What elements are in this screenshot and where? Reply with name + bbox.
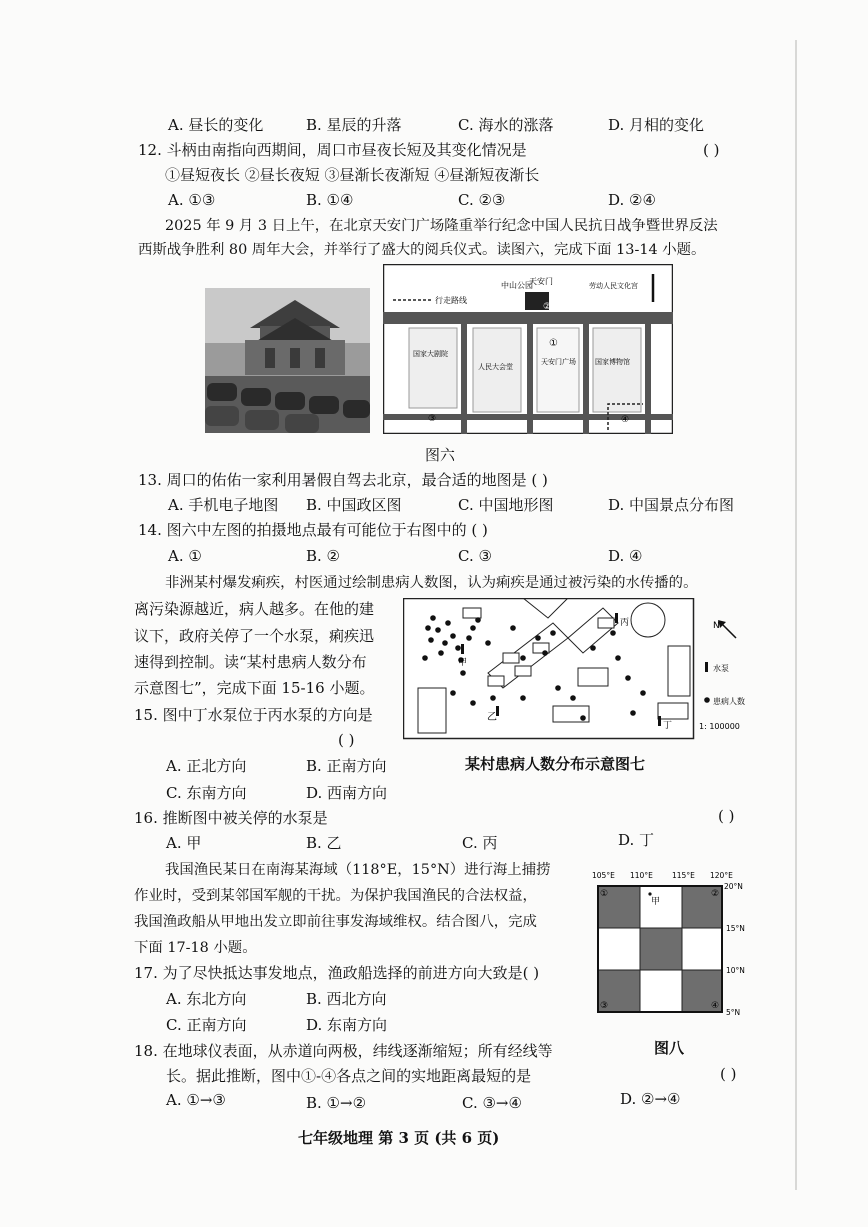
fig6-caption: 图六	[425, 446, 456, 464]
q14-stem: 14. 图六中左图的拍摄地点最有可能位于右图中的 ( )	[138, 521, 488, 539]
fig6-label-theater: 国家大剧院	[413, 350, 448, 358]
q15-bracket: ( )	[338, 731, 355, 749]
q11-option-c: C. 海水的涨落	[458, 116, 554, 134]
q13-option-d: D. 中国景点分布图	[608, 496, 735, 514]
point-jia-label: 甲	[651, 897, 661, 907]
para2-line1: 非洲某村爆发痢疾，村医通过绘制患病人数图，认为痢疾是通过被污染的水传播的。	[165, 575, 698, 591]
para2-line4: 速得到控制。读“某村患病人数分布	[134, 653, 367, 671]
q17-option-a: A. 东北方向	[166, 990, 247, 1008]
para3-line4: 下面 17-18 小题。	[134, 940, 257, 956]
fig7-north-arrow-label: N	[713, 621, 720, 631]
para3-line1: 我国渔民某日在南海某海域（118°E，15°N）进行海上捕捞	[165, 862, 551, 878]
q11-option-b: B. 星辰的升落	[306, 116, 402, 134]
fig6-label-zhongshan: 中山公园	[501, 281, 533, 290]
para2-line2: 离污染源越近，病人越多。在他的建	[134, 600, 375, 618]
q17-option-d: D. 东南方向	[306, 1016, 388, 1034]
q14-option-c: C. ③	[458, 547, 492, 565]
fig6-label-tiananmen: 天安门	[529, 277, 553, 286]
fig6-label-square: 天安门广场	[541, 358, 576, 366]
lat-10-label: 10°N	[726, 966, 745, 975]
fig6-legend-label: 行走路线	[435, 296, 467, 305]
page-edge	[795, 40, 797, 1190]
para2-line5: 示意图七”，完成下面 15-16 小题。	[134, 679, 375, 697]
q16-option-b: B. 乙	[306, 834, 342, 852]
q14-option-b: B. ②	[306, 547, 341, 565]
pump-bing-label: 丙	[620, 618, 630, 628]
q12-items: ①昼短夜长 ②昼长夜短 ③昼渐长夜渐短 ④昼渐短夜渐长	[165, 166, 540, 184]
para3-line3: 我国渔政船从甲地出发立即前往事发海域维权。结合图八，完成	[134, 914, 537, 930]
fig6-marker-4: ④	[621, 415, 630, 425]
corner-4-label: ④	[711, 1001, 720, 1011]
tiananmen-map	[383, 264, 673, 434]
q13-option-b: B. 中国政区图	[306, 496, 402, 514]
q17-option-b: B. 西北方向	[306, 990, 387, 1008]
q12-option-b: B. ①④	[306, 191, 354, 209]
lon-110-label: 110°E	[630, 871, 653, 880]
q12-option-d: D. ②④	[608, 191, 656, 209]
q13-stem: 13. 周口的佑佑一家利用暑假自驾去北京，最合适的地图是 ( )	[138, 471, 548, 489]
q13-option-c: C. 中国地形图	[458, 496, 554, 514]
pump-yi-label: 乙	[487, 712, 497, 723]
lon-115-label: 115°E	[672, 871, 695, 880]
fig6-marker-3: ③	[428, 414, 437, 424]
q15-option-d: D. 西南方向	[306, 784, 388, 802]
q15-option-b: B. 正南方向	[306, 757, 387, 775]
fig6-label-hall: 人民大会堂	[478, 363, 513, 371]
q15-option-a: A. 正北方向	[166, 757, 247, 775]
q13-option-a: A. 手机电子地图	[168, 496, 279, 514]
para3-line2: 作业时，受到某邻国军舰的干扰。为保护我国渔民的合法权益，	[134, 888, 537, 904]
corner-3-label: ③	[600, 1001, 609, 1011]
fig6-marker-1: ①	[549, 338, 558, 349]
q17-option-c: C. 正南方向	[166, 1016, 247, 1034]
fig8-caption: 图八	[654, 1039, 685, 1057]
q17-stem: 17. 为了尽快抵达事发地点，渔政船选择的前进方向大致是( )	[134, 964, 540, 982]
lat-20-label: 20°N	[724, 882, 743, 891]
page-footer: 七年级地理 第 3 页 (共 6 页)	[298, 1129, 500, 1147]
q16-bracket: ( )	[718, 807, 735, 825]
lon-120-label: 120°E	[710, 871, 733, 880]
lat-15-label: 15°N	[726, 924, 745, 933]
fig6-label-museum: 国家博物馆	[595, 358, 630, 366]
q16-option-c: C. 丙	[462, 834, 498, 852]
pump-ding-label: 丁	[663, 721, 673, 731]
q15-stem: 15. 图中丁水泵位于丙水泵的方向是	[134, 706, 373, 724]
q18-stem-line2: 长。据此推断，图中①-④各点之间的实地距离最短的是	[166, 1067, 532, 1085]
q18-option-a: A. ①→③	[166, 1091, 226, 1109]
fig7-scale: 1: 100000	[699, 722, 740, 731]
q18-bracket: ( )	[720, 1065, 737, 1083]
q14-option-d: D. ④	[608, 547, 643, 565]
q11-option-a: A. 昼长的变化	[168, 116, 264, 134]
pump-jia-label: 甲	[458, 658, 468, 668]
fig6-marker-2: ②	[543, 302, 552, 312]
fig7-caption: 某村患病人数分布示意图七	[465, 755, 646, 773]
corner-2-label: ②	[711, 889, 720, 899]
q12-option-a: A. ①③	[168, 191, 216, 209]
q11-option-d: D. 月相的变化	[608, 116, 705, 134]
legend-pump: 水泵	[713, 664, 729, 673]
q12-option-c: C. ②③	[458, 191, 506, 209]
q18-option-b: B. ①→②	[306, 1094, 367, 1112]
tiananmen-parade-photo	[205, 288, 370, 433]
q14-option-a: A. ①	[168, 547, 202, 565]
fig6-label-wenhuagong: 劳动人民文化宫	[589, 282, 638, 290]
q16-option-d: D. 丁	[618, 831, 655, 849]
q18-option-c: C. ③→④	[462, 1094, 522, 1112]
para1-line2: 西斯战争胜利 80 周年大会，并举行了盛大的阅兵仪式。读图六，完成下面 13-14 小题。	[138, 242, 706, 258]
q12-bracket: ( )	[703, 141, 720, 159]
village-disease-map	[403, 598, 755, 740]
corner-1-label: ①	[600, 889, 609, 899]
para2-line3: 议下，政府关停了一个水泵，痢疾迅	[134, 627, 375, 645]
para1-line1: 2025 年 9 月 3 日上午，在北京天安门广场隆重举行纪念中国人民抗日战争暨世界反法	[165, 218, 718, 234]
q18-stem-line1: 18. 在地球仪表面，从赤道向两极，纬线逐渐缩短；所有经线等	[134, 1042, 553, 1060]
q16-stem: 16. 推断图中被关停的水泵是	[134, 809, 328, 827]
q12-stem: 12. 斗柄由南指向西期间，周口市昼夜长短及其变化情况是	[138, 141, 527, 159]
q15-option-c: C. 东南方向	[166, 784, 247, 802]
q16-option-a: A. 甲	[166, 834, 202, 852]
legend-patients: 患病人数	[713, 697, 745, 706]
lat-5-label: 5°N	[726, 1008, 741, 1017]
lat-lon-grid-map	[588, 866, 748, 1026]
q18-option-d: D. ②→④	[620, 1090, 681, 1108]
lon-105-label: 105°E	[592, 871, 615, 880]
